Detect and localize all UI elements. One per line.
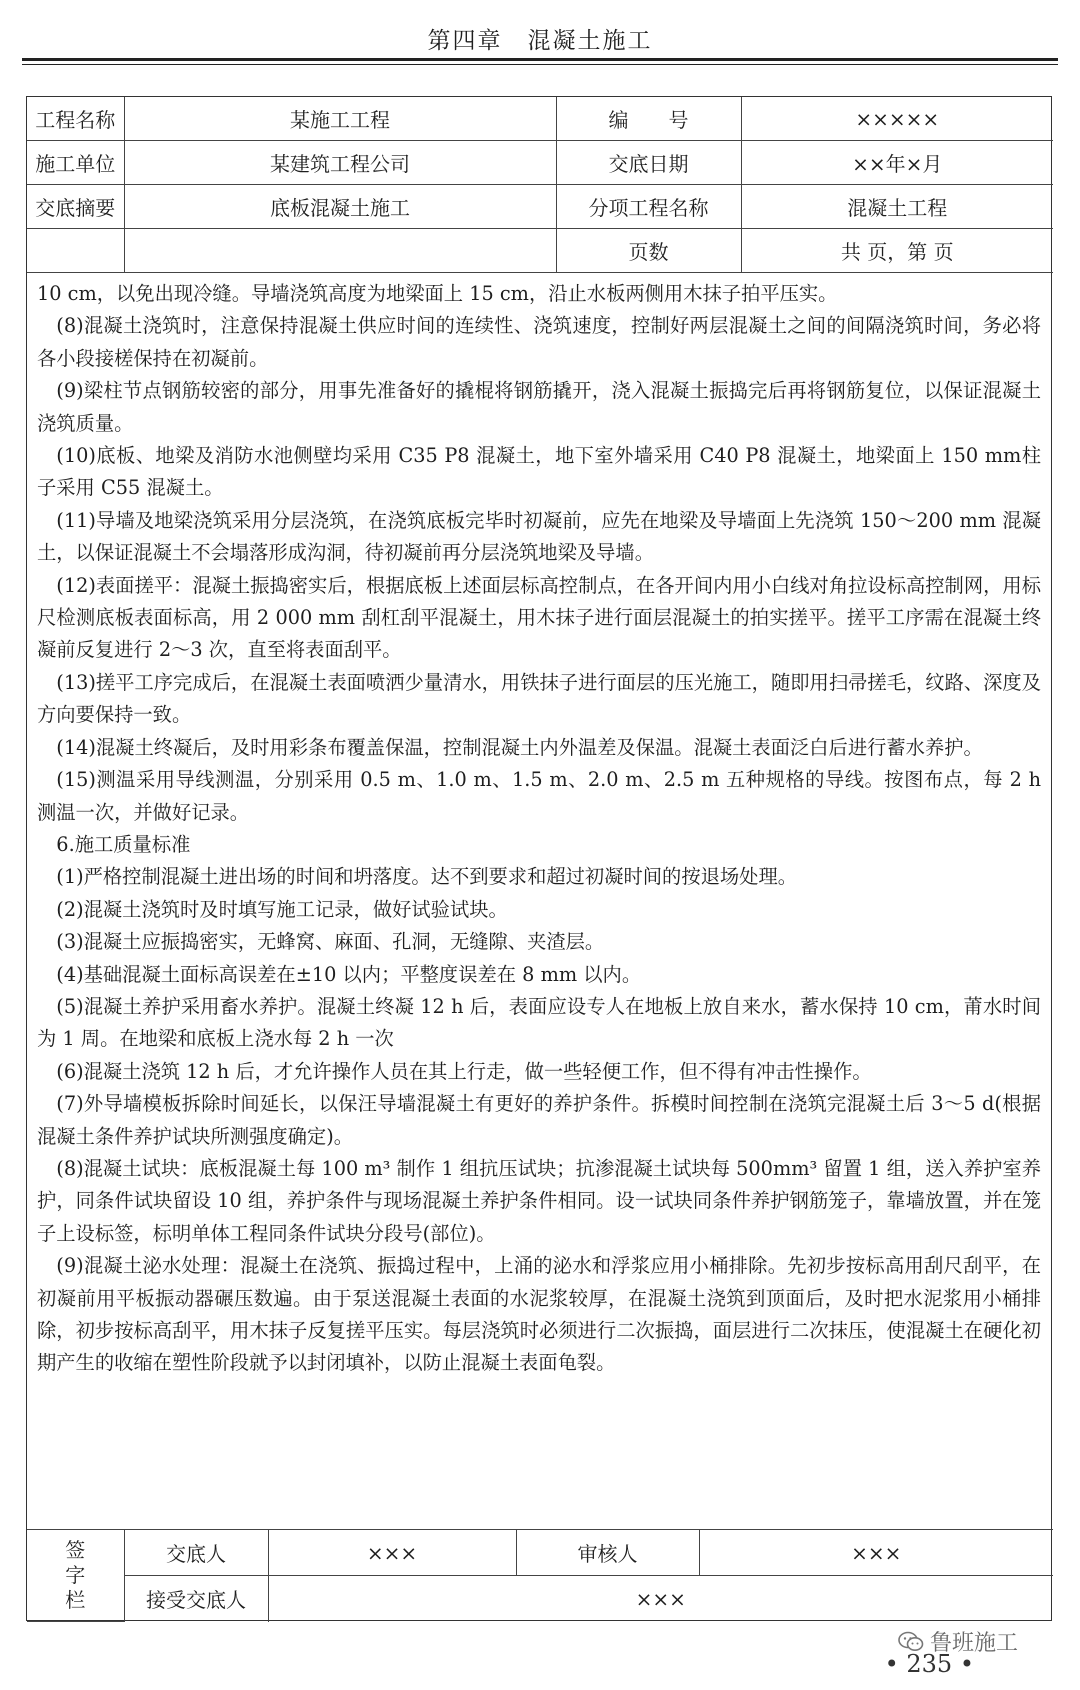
disclosure-date-label: 交底日期 — [556, 141, 741, 185]
page-count-label: 页数 — [556, 229, 741, 273]
header-row-summary — [27, 185, 1053, 229]
paragraph: (7)外导墙模板拆除时间延长，以保汪导墙混凝土有更好的养护条件。拆模时间控制在浇筑完混凝土后 3～5 d(根据混凝土条件养护试块所测强度确定)。 — [37, 1092, 1041, 1148]
receiver-value: ××× — [268, 1576, 1053, 1622]
header-row-project — [27, 97, 1053, 141]
summary-value: 底板混凝土施工 — [124, 185, 556, 229]
paragraph: (14)混凝土终凝后，及时用彩条布覆盖保温，控制混凝土内外温差及保温。混凝土表面泛白后进行蓄水养护。 — [56, 735, 983, 759]
disclosure-date-value: ××年×月 — [741, 141, 1053, 185]
paragraph: (13)搓平工序完成后，在混凝土表面喷洒少量清水，用铁抹子进行面层的压光施工，随即用扫帚搓毛，纹路、深度及方向要保持一致。 — [37, 670, 1041, 727]
paragraph: (15)测温采用导线测温，分别采用 0.5 m、1.0 m、1.5 m、2.0 m、2.5 m 五种规格的导线。按图布点，每 2 h 测温一次，并做好记录。 — [37, 768, 1041, 824]
project-name-value: 某施工工程 — [124, 97, 556, 141]
header-rule-thin — [22, 64, 1058, 65]
disclosure-form — [26, 96, 1052, 1621]
paragraph: (4)基础混凝土面标高误差在±10 以内；平整度误差在 8 mm 以内。 — [56, 962, 642, 986]
empty-value-cell — [124, 229, 556, 273]
reviewer-value: ××× — [699, 1530, 1053, 1576]
paragraph: (8)混凝土试块：底板混凝土每 100 m³ 制作 1 组抗压试块；抗渗混凝土试块每 500mm³ 留置 1 组，送入养护室养护，同条件试块留设 10 组，养护条件与现场混凝土养护条件相同。设一试块同条件养护钢筋笼子，靠墙放置，并在笼子上设标签，标明单体工程同条件试块分段号(部位)。 — [37, 1156, 1041, 1245]
paragraph: 10 cm，以免出现冷缝。导墙浇筑高度为地梁面上 15 cm，沿止水板两侧用木抹子拍平压实。 — [37, 282, 838, 305]
discloser-value: ××× — [268, 1530, 516, 1576]
reviewer-label: 审核人 — [516, 1530, 699, 1576]
signature-section-text: 签字栏 — [65, 1538, 86, 1612]
discloser-label: 交底人 — [124, 1530, 268, 1576]
serial-number-value: ××××× — [741, 97, 1053, 141]
summary-label: 交底摘要 — [27, 185, 124, 229]
paragraph: (5)混凝土养护采用畜水养护。混凝土终凝 12 h 后，表面应设专人在地板上放自来水，蓄水保持 10 cm，莆水时间为 1 周。在地梁和底板上浇水每 2 h 一次 — [37, 994, 1041, 1051]
contractor-label: 施工单位 — [27, 141, 124, 185]
paragraph: (9)混凝土泌水处理：混凝土在浇筑、振捣过程中，上涌的泌水和浮浆应用小桶排除。先初步按标高用刮尺刮平，在初凝前用平板振动器碾压数遍。由于泵送混凝土表面的水泥浆较厚，在混凝土浇筑到顶面后，及时把水泥浆用小桶排除，初步按标高刮平，用木抹子反复搓平压实。每层浇筑时必须进行二次振捣，面层进行二次抹压，使混凝土在硬化初期产生的收缩在塑性阶段就予以封闭填补，以防止混凝土表面龟裂。 — [37, 1254, 1041, 1375]
paragraph: (6)混凝土浇筑 12 h 后，才允许操作人员在其上行走，做一些轻便工作，但不得有冲击性操作。 — [56, 1059, 872, 1083]
contractor-value: 某建筑工程公司 — [124, 141, 556, 185]
paragraph: (10)底板、地梁及消防水池侧壁均采用 C35 P8 混凝土，地下室外墙采用 C40 P8 混凝土，地梁面上 150 mm柱子采用 C55 混凝土。 — [37, 444, 1041, 500]
header-row-pages — [27, 229, 1053, 273]
receiver-label: 接受交底人 — [124, 1576, 268, 1622]
paragraph: (8)混凝土浇筑时，注意保持混凝土供应时间的连续性、浇筑速度，控制好两层混凝土之间的间隔浇筑时间，务必将各小段接槎保持在初凝前。 — [37, 314, 1041, 370]
watermark-text: 鲁班施工 — [929, 1631, 1018, 1656]
signature-row-bottom — [27, 1576, 1053, 1622]
header-row-contractor — [27, 141, 1053, 185]
paragraph: (11)导墙及地梁浇筑采用分层浇筑，在浇筑底板完毕时初凝前，应先在地梁及导墙面上先浇筑 150～200 mm 混凝土，以保证混凝土不会塌落形成沟洞，待初凝前再分层浇筑地梁及导墙。 — [37, 508, 1041, 565]
signature-table — [27, 1529, 1053, 1622]
subproject-name-value: 混凝土工程 — [741, 185, 1053, 229]
disclosure-content — [27, 274, 1051, 1529]
signature-section-label — [27, 1530, 124, 1622]
paragraph: (3)混凝土应振捣密实，无蜂窝、麻面、孔洞，无缝隙、夹渣层。 — [56, 930, 605, 954]
page-number: • 235 • — [884, 1650, 974, 1678]
empty-label-cell — [27, 229, 124, 273]
subproject-name-label: 分项工程名称 — [556, 185, 741, 229]
page-count-value: 共 页，第 页 — [741, 229, 1053, 273]
section-heading: 6.施工质量标准 — [56, 832, 191, 856]
serial-number-label: 编 号 — [556, 97, 741, 141]
form-header-table — [27, 97, 1053, 273]
paragraph: (2)混凝土浇筑时及时填写施工记录，做好试验试块。 — [56, 897, 508, 921]
header-rule-thick — [22, 58, 1058, 61]
paragraph: (9)梁柱节点钢筋较密的部分，用事先准备好的撬棍将钢筋撬开，浇入混凝土振捣完后再将钢筋复位，以保证混凝土浇筑质量。 — [37, 379, 1041, 435]
chapter-title: 第四章 混凝土施工 — [427, 28, 653, 54]
project-name-label: 工程名称 — [27, 97, 124, 141]
paragraph: (1)严格控制混凝土进出场的时间和坍落度。达不到要求和超过初凝时间的按退场处理。 — [56, 865, 798, 889]
paragraph: (12)表面搓平：混凝土振捣密实后，根据底板上述面层标高控制点，在各开间内用小白线对角拉设标高控制网，用标尺检测底板表面标高，用 2 000 mm 刮杠刮平混凝土，用木抹子进行面层混凝土的拍实搓平。搓平工序需在混凝土终凝前反复进行 2～3 次，直至将表面刮平。 — [37, 573, 1041, 662]
signature-row-top — [27, 1530, 1053, 1576]
